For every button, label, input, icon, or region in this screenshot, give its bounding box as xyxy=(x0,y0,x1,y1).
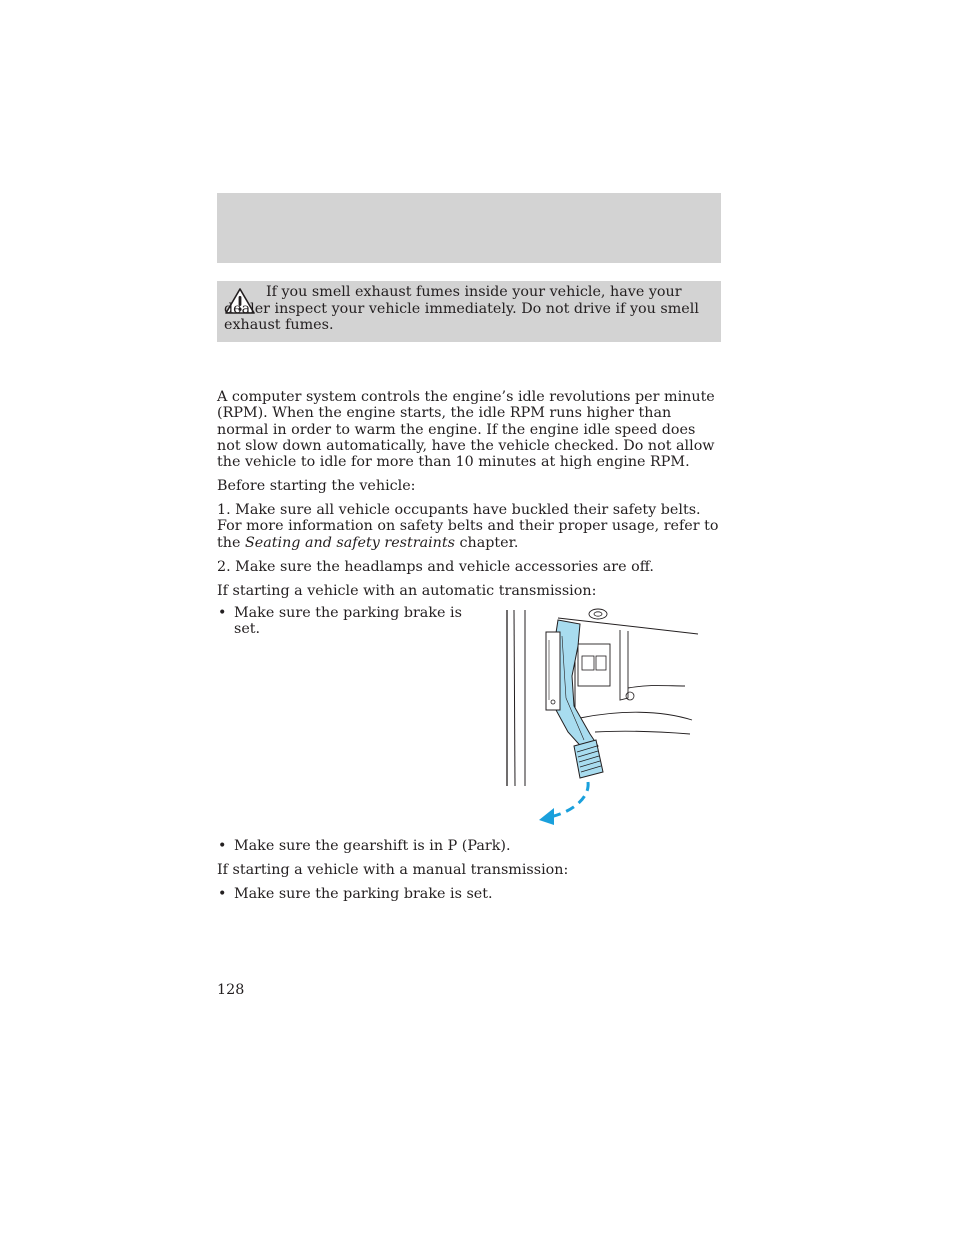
step-1-text xyxy=(217,502,721,551)
seating-restraints-reference: Seating and safety restraints xyxy=(244,534,455,551)
page-number: 128 xyxy=(217,982,245,998)
manual-bullet-parking-brake-text: Make sure the parking brake is set. xyxy=(234,886,493,902)
bullet-dot: • xyxy=(218,838,227,854)
auto-bullet-parking-brake xyxy=(217,605,466,638)
before-starting-text: Before starting the vehicle: xyxy=(217,478,416,494)
auto-bullet-gearshift xyxy=(217,838,534,854)
auto-bullet-parking-brake-text: Make sure the parking brake is set. xyxy=(234,605,462,638)
idle-rpm-paragraph: A computer system controls the engine’s idle revolutions per minute (RPM). When the engine starts, the idle RPM runs higher than normal in order to warm the engine. If the engine idle speed does not slow down automatically, have the vehicle checked. Do not allow the vehicle to idle for more than 10 minutes at high engine RPM. xyxy=(217,389,715,471)
warning-box xyxy=(217,281,721,342)
auto-bullet-gearshift-text: Make sure the gearshift is in P (Park). xyxy=(234,838,511,854)
warning-text: If you smell exhaust fumes inside your vehicle, have your dealer inspect your vehicle immediately. Do not drive if you smell exhaust fumes. xyxy=(224,284,699,334)
manual-bullet-parking-brake xyxy=(217,886,534,902)
step-2-text: 2. Make sure the headlamps and vehicle accessories are off. xyxy=(217,559,654,575)
step-1-main: 1. Make sure all vehicle occupants have buckled their safety belts. For more information on safety belts and their proper usage, refer to the xyxy=(217,502,719,551)
parking-brake-pedal-illustration xyxy=(500,606,705,828)
manual-transmission-intro: If starting a vehicle with a manual transmission: xyxy=(217,862,569,878)
chapter-header-band xyxy=(217,193,721,263)
bullet-dot: • xyxy=(218,605,227,621)
bullet-dot: • xyxy=(218,886,227,902)
automatic-transmission-intro: If starting a vehicle with an automatic transmission: xyxy=(217,583,597,599)
step-1-end: chapter. xyxy=(454,534,519,551)
